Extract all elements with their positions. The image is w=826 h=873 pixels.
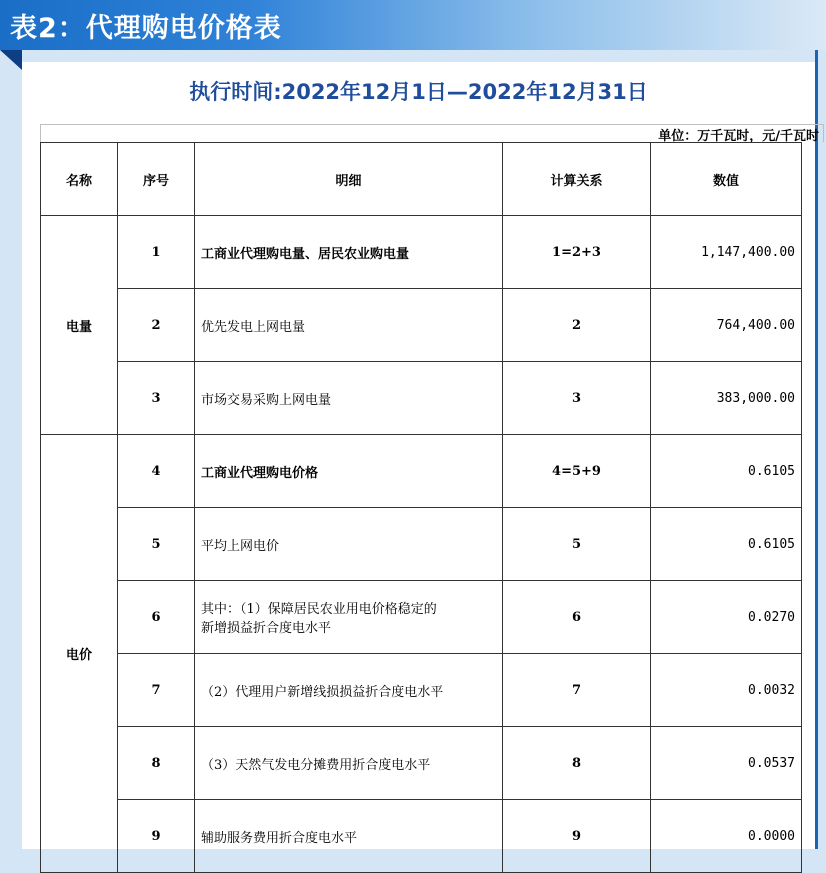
- unit-label: 单位：万千瓦时，元/千瓦时: [658, 129, 819, 144]
- price-table: [40, 142, 802, 873]
- row-calc: 7: [503, 654, 651, 727]
- row-value: 1,147,400.00: [651, 216, 802, 289]
- row-detail: [195, 581, 503, 654]
- row-seq: 5: [118, 508, 195, 581]
- row-value: 383,000.00: [651, 362, 802, 435]
- table-row: [41, 727, 802, 800]
- table-row: [41, 216, 802, 289]
- row-value: 0.6105: [651, 435, 802, 508]
- table-row: [41, 800, 802, 873]
- header-detail: 明细: [195, 143, 503, 216]
- row-detail: （3）天然气发电分摊费用折合度电水平: [195, 727, 503, 800]
- row-value: 0.0000: [651, 800, 802, 873]
- row-detail: 市场交易采购上网电量: [195, 362, 503, 435]
- row-detail: 工商业代理购电价格: [195, 435, 503, 508]
- row-seq: 6: [118, 581, 195, 654]
- row-calc: 1=2+3: [503, 216, 651, 289]
- document-sheet: [22, 62, 819, 849]
- table-row: [41, 654, 802, 727]
- row-detail: 平均上网电价: [195, 508, 503, 581]
- row-seq: 1: [118, 216, 195, 289]
- title-banner: [0, 0, 826, 50]
- row-detail: 辅助服务费用折合度电水平: [195, 800, 503, 873]
- row-detail-line-1: 其中：（1）保障居民农业用电价格稳定的: [201, 602, 437, 617]
- table-row: [41, 435, 802, 508]
- header-name: 名称: [41, 143, 118, 216]
- row-detail: 工商业代理购电量、居民农业购电量: [195, 216, 503, 289]
- row-calc: 2: [503, 289, 651, 362]
- row-seq: 2: [118, 289, 195, 362]
- table-row: [41, 581, 802, 654]
- header-row: [41, 143, 802, 216]
- unit-row: [40, 124, 824, 142]
- row-value: 0.0032: [651, 654, 802, 727]
- header-seq: 序号: [118, 143, 195, 216]
- row-detail-line-2: 新增损益折合度电水平: [201, 621, 332, 636]
- row-seq: 7: [118, 654, 195, 727]
- header-calc: 计算关系: [503, 143, 651, 216]
- row-value: 764,400.00: [651, 289, 802, 362]
- group-electricity: 电量: [41, 216, 118, 435]
- row-detail: （2）代理用户新增线损损益折合度电水平: [195, 654, 503, 727]
- row-calc: 5: [503, 508, 651, 581]
- row-calc: 6: [503, 581, 651, 654]
- group-price: 电价: [41, 435, 118, 873]
- table-row: [41, 362, 802, 435]
- row-seq: 8: [118, 727, 195, 800]
- header-value: 数值: [651, 143, 802, 216]
- row-calc: 8: [503, 727, 651, 800]
- effective-period: 执行时间:2022年12月1日—2022年12月31日: [189, 80, 648, 104]
- row-seq: 4: [118, 435, 195, 508]
- row-value: 0.0537: [651, 727, 802, 800]
- row-calc: 4=5+9: [503, 435, 651, 508]
- row-seq: 9: [118, 800, 195, 873]
- banner-fold-decoration: [0, 50, 22, 70]
- row-calc: 3: [503, 362, 651, 435]
- right-border-decoration: [815, 50, 818, 849]
- row-calc: 9: [503, 800, 651, 873]
- table-row: [41, 508, 802, 581]
- row-detail: 优先发电上网电量: [195, 289, 503, 362]
- table-row: [41, 289, 802, 362]
- row-value: 0.6105: [651, 508, 802, 581]
- table-title: 表2：代理购电价格表: [10, 13, 282, 44]
- row-seq: 3: [118, 362, 195, 435]
- row-value: 0.0270: [651, 581, 802, 654]
